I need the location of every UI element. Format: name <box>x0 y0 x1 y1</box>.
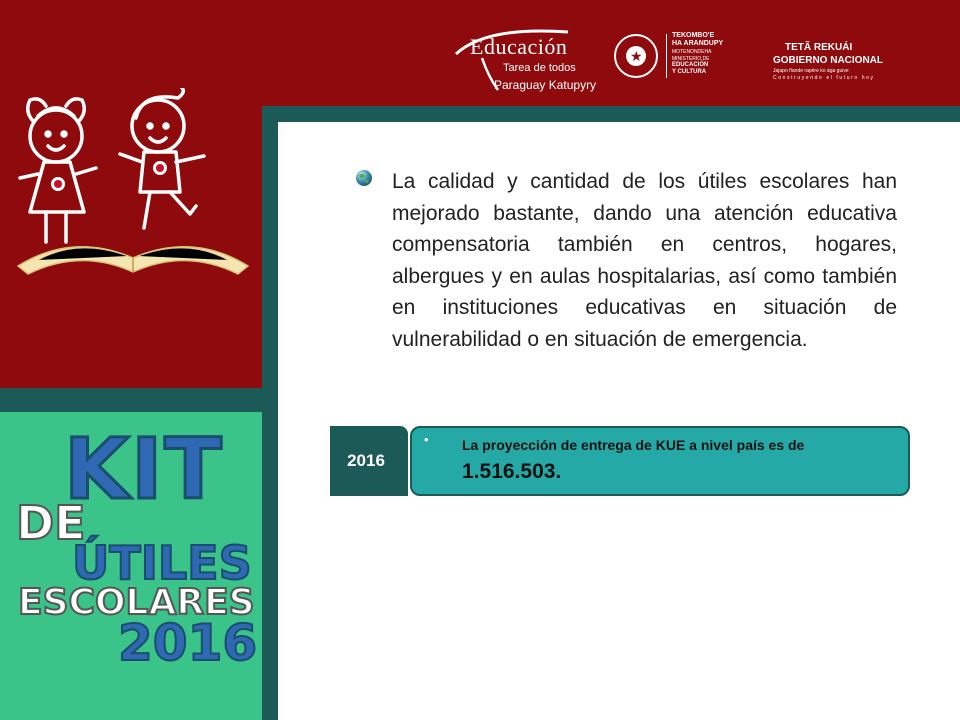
children-reading-illustration <box>8 88 258 288</box>
ministry-logo-line: EDUCACIÓN <box>672 62 709 68</box>
ministry-logo-line: MINISTERIO DE <box>672 56 710 62</box>
de-title: DE <box>16 496 86 550</box>
kit-title: KIT <box>64 420 224 518</box>
government-logo-line: TETÃ REKUÁI <box>785 42 853 53</box>
projection-bullet: • <box>424 432 429 447</box>
ministry-logo-line: HA ARANDUPY <box>672 40 724 47</box>
government-logo-line: GOBIERNO NACIONAL <box>773 55 883 66</box>
projection-text: La proyección de entrega de KUE a nivel país es de <box>462 437 805 453</box>
government-logo-line: Construyendo el futuro hoy <box>773 75 875 81</box>
main-paragraph: La calidad y cantidad de los útiles escolares han mejorado bastante, dando una atención educativa compensatoria también en centros, hogares, albergues y en aulas hospitalarias, así como también en instituciones educativas en situación de vulnerabilidad o en situación de emergencia. <box>392 170 897 351</box>
projection-value: 1.516.503. <box>462 460 562 483</box>
seal-star-icon: ★ <box>630 48 643 64</box>
globe-bullet-icon <box>355 169 373 187</box>
government-logo-line: Jajapo ñande rapére ko ága guive <box>773 68 849 74</box>
ministry-logo-divider <box>666 34 667 78</box>
year-label: 2016 <box>347 451 385 470</box>
escolares-title: ESCOLARES <box>18 582 255 623</box>
educacion-logo-tagline: Tarea de todos <box>503 62 576 74</box>
teal-frame-left <box>262 106 278 720</box>
utiles-title: ÚTILES <box>72 536 252 590</box>
teal-frame-top <box>262 106 960 122</box>
ministry-logo-line: TEKOMBO'E <box>672 32 715 39</box>
left-divider-band <box>0 388 262 412</box>
ministry-logo-line: Y CULTURA <box>672 69 707 75</box>
educacion-logo-word: Educación <box>470 34 568 59</box>
educacion-logo-country: Paraguay Katupyry <box>494 78 597 92</box>
year-title: 2016 <box>118 614 258 672</box>
ministry-logo-line: MOTENONDEHA <box>672 49 712 55</box>
